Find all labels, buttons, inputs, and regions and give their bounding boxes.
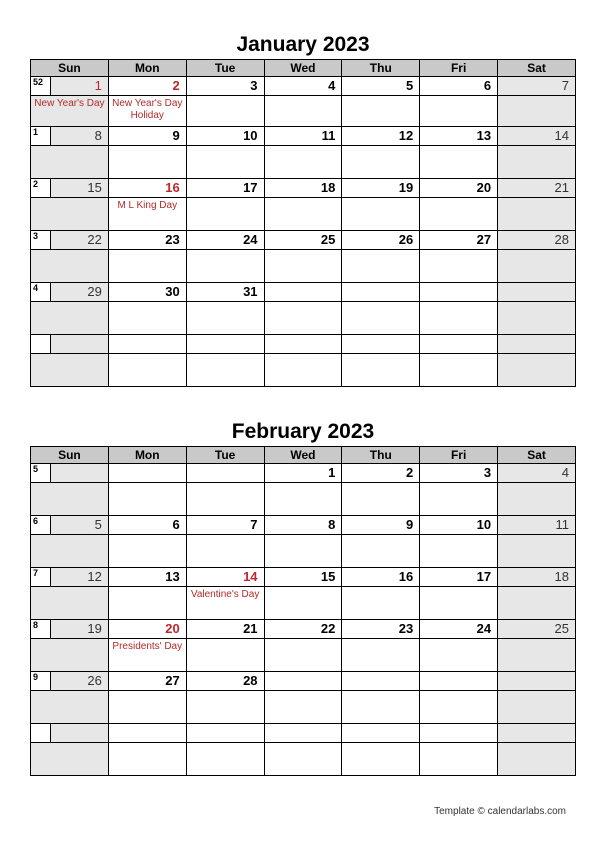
week-note-row [31, 535, 576, 568]
day-note-cell [498, 302, 576, 335]
day-note-cell [108, 691, 186, 724]
day-note-cell [108, 639, 186, 672]
month-title-february: February 2023 [231, 420, 375, 443]
day-note-cell [264, 302, 342, 335]
day-cell [420, 464, 498, 483]
day-cell [420, 516, 498, 535]
week-date-row [31, 620, 576, 639]
day-cell [342, 568, 420, 587]
day-number: 21 [243, 621, 258, 636]
day-note-cell [342, 587, 420, 620]
day-cell [264, 127, 342, 146]
day-note-cell [186, 639, 264, 672]
day-cell [186, 179, 264, 198]
day-note-cell [342, 96, 420, 127]
day-cell [498, 620, 576, 639]
week-number: 1 [31, 127, 51, 145]
weekday-header: Thu [342, 447, 420, 464]
day-number: 24 [243, 232, 258, 247]
day-number: 27 [165, 673, 180, 688]
day-note-cell [108, 743, 186, 776]
day-cell [108, 464, 186, 483]
day-number: 8 [94, 128, 102, 143]
day-note-cell [186, 250, 264, 283]
week-date-row [31, 335, 576, 354]
weekday-header: Fri [420, 447, 498, 464]
week-number: 2 [31, 179, 51, 197]
week-note-row [31, 198, 576, 231]
week-date-row [31, 231, 576, 250]
day-note-cell [342, 198, 420, 231]
day-number: 20 [165, 621, 180, 636]
day-note-cell [108, 483, 186, 516]
day-note-cell [498, 587, 576, 620]
week-number [31, 724, 51, 742]
day-number: 1 [94, 78, 102, 93]
day-note-cell [420, 483, 498, 516]
day-number: 24 [476, 621, 492, 636]
day-note-cell [31, 483, 109, 516]
day-number: 31 [243, 284, 258, 299]
day-note-cell [264, 146, 342, 179]
week-number: 6 [31, 516, 51, 534]
day-number: 9 [172, 128, 180, 143]
day-note-cell [264, 639, 342, 672]
day-number: 25 [554, 621, 569, 636]
weekday-header-row [31, 447, 576, 464]
day-note-cell [498, 691, 576, 724]
day-note-cell [31, 250, 109, 283]
day-cell [498, 231, 576, 250]
day-cell [498, 77, 576, 96]
day-cell [108, 335, 186, 354]
day-number: 17 [476, 569, 492, 584]
day-cell [108, 672, 186, 691]
day-cell [498, 335, 576, 354]
day-cell [186, 127, 264, 146]
day-note-cell [498, 535, 576, 568]
day-cell [342, 672, 420, 691]
day-cell [31, 283, 109, 302]
day-number: 12 [87, 569, 102, 584]
day-note-cell [498, 198, 576, 231]
day-number: 5 [94, 517, 102, 532]
week-note-row [31, 691, 576, 724]
weekday-header: Mon [108, 447, 186, 464]
day-note-cell [186, 535, 264, 568]
day-note-cell [264, 483, 342, 516]
day-number: 15 [320, 569, 336, 584]
day-number: 15 [87, 180, 102, 195]
day-note-cell [264, 198, 342, 231]
day-cell [186, 77, 264, 96]
day-number: 10 [476, 517, 492, 532]
day-note-cell [342, 743, 420, 776]
day-cell [420, 620, 498, 639]
day-number: 30 [165, 284, 180, 299]
week-date-row [31, 724, 576, 743]
day-note-cell [31, 639, 109, 672]
holiday-label: New Year's Day Holiday [112, 98, 183, 121]
day-number: 6 [483, 78, 492, 93]
weekday-header: Tue [186, 447, 264, 464]
day-cell [186, 568, 264, 587]
day-cell [31, 724, 109, 743]
day-cell [264, 620, 342, 639]
day-cell [264, 231, 342, 250]
day-number: 13 [476, 128, 492, 143]
day-number: 3 [250, 78, 258, 93]
weekday-header: Sat [498, 447, 576, 464]
day-cell [342, 335, 420, 354]
weekday-header: Wed [264, 60, 342, 77]
day-number: 14 [554, 128, 569, 143]
week-date-row [31, 179, 576, 198]
day-cell [264, 568, 342, 587]
day-note-cell [420, 639, 498, 672]
week-date-row [31, 516, 576, 535]
week-note-row [31, 639, 576, 672]
day-cell [31, 516, 109, 535]
day-number: 22 [87, 232, 102, 247]
day-cell [186, 516, 264, 535]
day-number: 16 [165, 180, 180, 195]
day-note-cell [31, 198, 109, 231]
day-number: 21 [554, 180, 569, 195]
day-cell [31, 464, 109, 483]
day-number: 19 [398, 180, 414, 195]
day-cell [31, 620, 109, 639]
day-note-cell [498, 354, 576, 387]
day-cell [342, 179, 420, 198]
day-number: 20 [476, 180, 492, 195]
day-note-cell [31, 302, 109, 335]
day-number: 12 [398, 128, 414, 143]
day-cell [420, 335, 498, 354]
day-note-cell [186, 198, 264, 231]
day-number: 13 [165, 569, 180, 584]
day-number: 4 [561, 465, 569, 480]
week-note-row [31, 302, 576, 335]
day-note-cell [264, 354, 342, 387]
day-cell [264, 672, 342, 691]
day-note-cell [342, 302, 420, 335]
day-number: 7 [561, 78, 569, 93]
day-number: 9 [405, 517, 414, 532]
day-number: 10 [243, 128, 258, 143]
day-cell [186, 724, 264, 743]
day-cell [31, 231, 109, 250]
day-number: 17 [243, 180, 258, 195]
weekday-header-row [31, 60, 576, 77]
day-number: 18 [554, 569, 569, 584]
day-note-cell [186, 587, 264, 620]
day-number: 29 [87, 284, 102, 299]
day-cell [420, 283, 498, 302]
calendar-february [30, 446, 576, 776]
day-note-cell [498, 250, 576, 283]
day-note-cell [420, 691, 498, 724]
week-date-row [31, 672, 576, 691]
day-cell [31, 335, 109, 354]
week-number: 5 [31, 464, 51, 482]
day-cell [108, 231, 186, 250]
week-number: 8 [31, 620, 51, 638]
day-cell [342, 516, 420, 535]
week-date-row [31, 464, 576, 483]
day-note-cell [498, 146, 576, 179]
day-cell [264, 179, 342, 198]
week-number: 7 [31, 568, 51, 586]
day-number: 4 [328, 78, 336, 93]
day-number: 26 [87, 673, 102, 688]
day-cell [498, 568, 576, 587]
day-cell [31, 568, 109, 587]
day-note-cell [186, 302, 264, 335]
week-note-row [31, 146, 576, 179]
day-cell [186, 672, 264, 691]
day-note-cell [264, 535, 342, 568]
day-note-cell [31, 691, 109, 724]
day-cell [108, 77, 186, 96]
week-number [31, 335, 51, 353]
day-cell [186, 231, 264, 250]
week-note-row [31, 96, 576, 127]
day-note-cell [31, 354, 109, 387]
weekday-header: Sun [31, 447, 109, 464]
day-note-cell [264, 96, 342, 127]
day-number: 16 [398, 569, 414, 584]
day-number: 23 [398, 621, 414, 636]
day-note-cell [108, 302, 186, 335]
day-cell [108, 516, 186, 535]
day-number: 19 [87, 621, 102, 636]
day-number: 5 [405, 78, 414, 93]
day-cell [420, 127, 498, 146]
week-note-row [31, 743, 576, 776]
day-cell [264, 724, 342, 743]
day-cell [264, 464, 342, 483]
day-number: 2 [172, 78, 180, 93]
day-cell [186, 283, 264, 302]
day-cell [420, 724, 498, 743]
day-note-cell [498, 483, 576, 516]
day-note-cell [108, 535, 186, 568]
day-note-cell [420, 198, 498, 231]
day-number: 26 [398, 232, 414, 247]
day-number: 27 [476, 232, 492, 247]
day-note-cell [342, 483, 420, 516]
day-number: 2 [405, 465, 414, 480]
day-cell [498, 179, 576, 198]
day-note-cell [186, 354, 264, 387]
day-cell [31, 179, 109, 198]
day-cell [108, 724, 186, 743]
day-note-cell [186, 483, 264, 516]
day-number: 23 [165, 232, 180, 247]
day-note-cell [108, 354, 186, 387]
weekday-header: Wed [264, 447, 342, 464]
week-number: 4 [31, 283, 51, 301]
day-cell [498, 724, 576, 743]
day-note-cell [420, 250, 498, 283]
day-note-cell [31, 146, 109, 179]
day-cell [342, 283, 420, 302]
weekday-header: Fri [420, 60, 498, 77]
day-number: 6 [172, 517, 180, 532]
day-note-cell [108, 250, 186, 283]
day-note-cell [186, 691, 264, 724]
week-number: 9 [31, 672, 51, 690]
day-note-cell [186, 96, 264, 127]
week-date-row [31, 77, 576, 96]
weekday-header: Sun [31, 60, 109, 77]
day-note-cell [342, 146, 420, 179]
day-note-cell [31, 535, 109, 568]
day-cell [186, 620, 264, 639]
day-number: 18 [320, 180, 336, 195]
day-cell [108, 283, 186, 302]
day-cell [264, 77, 342, 96]
day-number: 1 [328, 465, 336, 480]
day-cell [342, 77, 420, 96]
day-cell [342, 231, 420, 250]
day-cell [264, 516, 342, 535]
day-note-cell [342, 354, 420, 387]
day-number: 3 [483, 465, 492, 480]
holiday-label: M L King Day [117, 200, 178, 211]
day-number: 28 [243, 673, 258, 688]
day-number: 11 [321, 128, 336, 143]
day-cell [420, 568, 498, 587]
day-note-cell [342, 250, 420, 283]
week-number: 3 [31, 231, 51, 249]
day-cell [108, 127, 186, 146]
day-note-cell [342, 535, 420, 568]
week-note-row [31, 587, 576, 620]
footer-credit: Template © calendarlabs.com [434, 806, 566, 817]
week-date-row [31, 568, 576, 587]
day-note-cell [31, 96, 109, 127]
day-cell [264, 283, 342, 302]
week-date-row [31, 283, 576, 302]
day-cell [420, 77, 498, 96]
day-note-cell [420, 302, 498, 335]
weekday-header: Tue [186, 60, 264, 77]
day-cell [342, 724, 420, 743]
day-note-cell [31, 743, 109, 776]
day-note-cell [498, 96, 576, 127]
day-cell [186, 464, 264, 483]
day-cell [108, 620, 186, 639]
day-cell [420, 672, 498, 691]
day-cell [31, 672, 109, 691]
day-note-cell [108, 198, 186, 231]
day-note-cell [420, 535, 498, 568]
day-note-cell [264, 587, 342, 620]
day-number: 8 [328, 517, 336, 532]
day-cell [498, 283, 576, 302]
day-note-cell [420, 96, 498, 127]
day-number: 22 [320, 621, 336, 636]
day-number: 25 [320, 232, 336, 247]
day-cell [31, 77, 109, 96]
day-note-cell [108, 587, 186, 620]
day-cell [498, 516, 576, 535]
weekday-header: Mon [108, 60, 186, 77]
day-note-cell [264, 691, 342, 724]
day-cell [420, 231, 498, 250]
day-note-cell [264, 743, 342, 776]
day-note-cell [498, 743, 576, 776]
calendar-january [30, 59, 576, 387]
day-note-cell [420, 587, 498, 620]
day-note-cell [420, 146, 498, 179]
day-note-cell [186, 743, 264, 776]
day-number: 28 [554, 232, 569, 247]
day-number: 11 [555, 517, 569, 532]
day-cell [186, 335, 264, 354]
month-title-january: January 2023 [236, 33, 370, 56]
day-cell [342, 464, 420, 483]
day-note-cell [498, 639, 576, 672]
day-cell [342, 127, 420, 146]
week-note-row [31, 354, 576, 387]
weekday-header: Thu [342, 60, 420, 77]
day-note-cell [264, 250, 342, 283]
day-note-cell [108, 146, 186, 179]
week-note-row [31, 250, 576, 283]
holiday-label: New Year's Day [34, 98, 105, 109]
weekday-header: Sat [498, 60, 576, 77]
day-note-cell [342, 691, 420, 724]
day-note-cell [31, 587, 109, 620]
day-note-cell [420, 354, 498, 387]
week-date-row [31, 127, 576, 146]
day-cell [420, 179, 498, 198]
day-note-cell [186, 146, 264, 179]
day-number: 7 [250, 517, 258, 532]
day-note-cell [342, 639, 420, 672]
day-cell [108, 179, 186, 198]
day-cell [264, 335, 342, 354]
week-number: 52 [31, 77, 51, 95]
day-note-cell [108, 96, 186, 127]
week-note-row [31, 483, 576, 516]
day-cell [108, 568, 186, 587]
day-number: 14 [243, 569, 258, 584]
day-cell [498, 672, 576, 691]
day-cell [342, 620, 420, 639]
holiday-label: Presidents' Day [112, 641, 183, 652]
holiday-label: Valentine's Day [190, 589, 260, 600]
day-note-cell [420, 743, 498, 776]
day-cell [498, 464, 576, 483]
day-cell [31, 127, 109, 146]
day-cell [498, 127, 576, 146]
